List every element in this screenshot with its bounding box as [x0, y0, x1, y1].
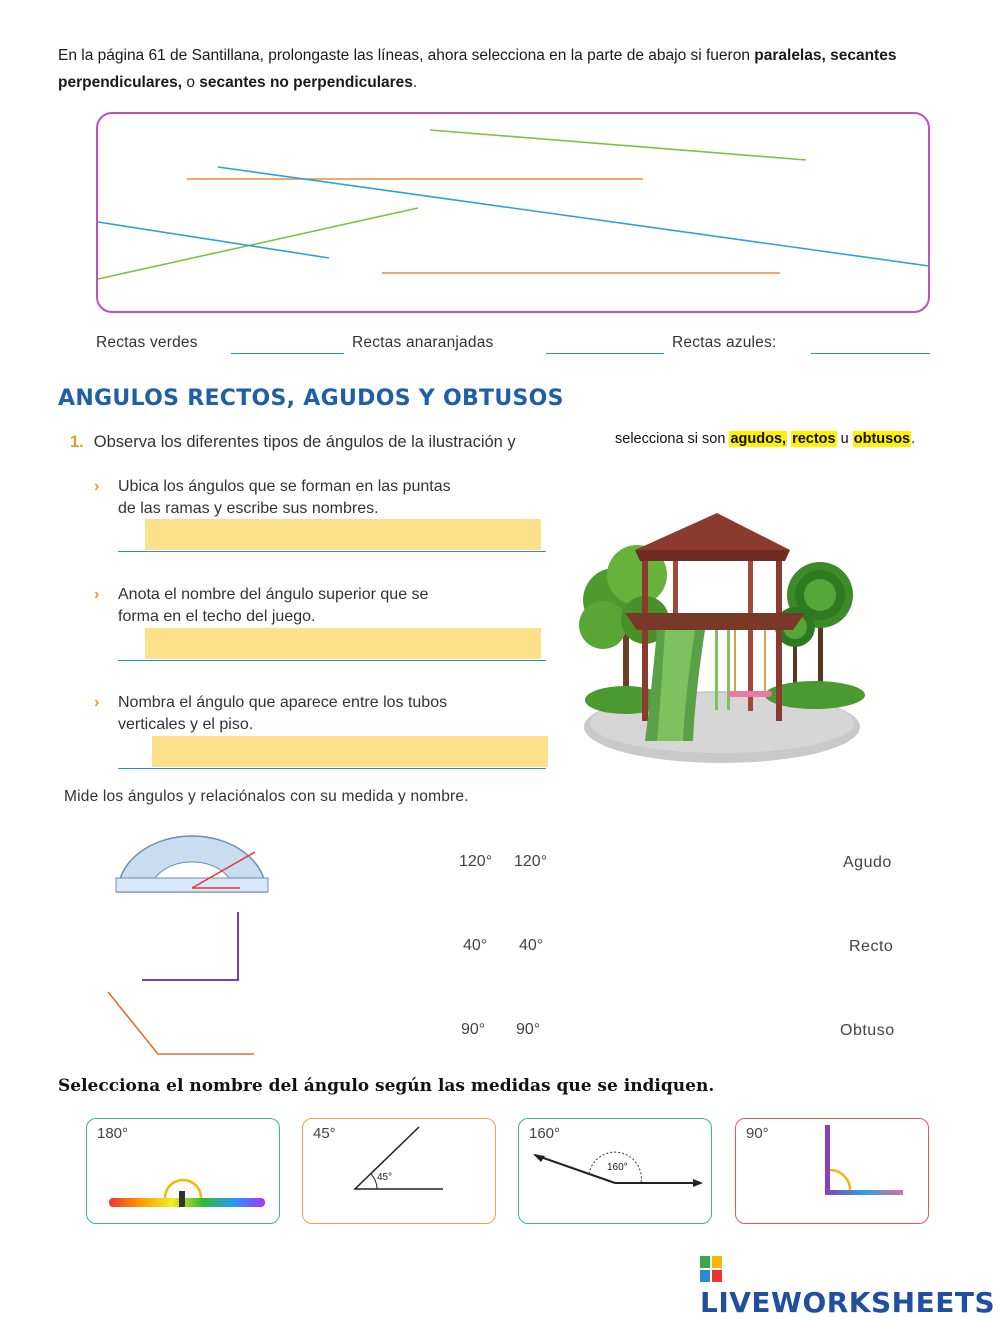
card-180[interactable] [86, 1118, 280, 1224]
angle-right-purple [138, 908, 248, 986]
highlight-rectos: rectos [792, 431, 836, 447]
answer-field-3[interactable] [152, 736, 548, 767]
card-180-label: 180° [97, 1125, 129, 1142]
bullet-2 [94, 584, 558, 628]
highlight-obtusos: obtusos [853, 431, 911, 447]
label-rectas-azules: Rectas azules: [672, 334, 777, 351]
angle-name-2[interactable]: Recto [849, 938, 894, 955]
card-45-label: 45° [313, 1125, 336, 1142]
card-90[interactable] [735, 1118, 929, 1224]
protractor-icon [110, 830, 275, 900]
acute-angle-icon [351, 1125, 461, 1205]
degree-right-3[interactable]: 90° [516, 1021, 541, 1038]
brand-name: LIVEWORKSHEETS [700, 1286, 996, 1319]
right-angle-icon [816, 1123, 911, 1203]
answer-verdes[interactable] [231, 336, 344, 354]
answer-underline-3 [118, 767, 546, 769]
lines-drawing [0, 0, 1000, 320]
options-connector: u [836, 431, 853, 447]
blue-line-1 [218, 167, 929, 266]
degree-left-2: 40° [463, 937, 488, 954]
question-number: 1. [70, 433, 84, 451]
section-heading: ANGULOS RECTOS, AGUDOS Y OBTUSOS [58, 386, 564, 411]
blank-azules [672, 334, 776, 352]
green-line-1 [430, 130, 806, 160]
measure-title: Mide los ángulos y relaciónalos con su medida y nombre. [64, 788, 469, 805]
bullet-2-line-2: forma en el techo del juego. [118, 608, 316, 625]
options-end: . [911, 431, 916, 447]
blank-anaranjadas [352, 334, 493, 352]
card-45[interactable] [302, 1118, 496, 1224]
green-line-2 [98, 208, 418, 279]
select-title: Selecciona el nombre del ángulo según las medidas que se indiquen. [58, 1076, 715, 1096]
question-1 [70, 433, 516, 452]
answer-underline-2 [118, 659, 546, 661]
angle-name-3[interactable]: Obtuso [840, 1022, 895, 1039]
card-160-label: 160° [529, 1125, 561, 1142]
brand-logo [700, 1253, 1000, 1319]
bullet-3-line-1: Nombra el ángulo que aparece entre los tubos [118, 694, 448, 711]
bullet-3 [94, 692, 558, 736]
playground-illustration [565, 505, 870, 770]
bullet-1 [94, 476, 558, 520]
degree-left-3: 90° [461, 1021, 486, 1038]
bullet-2-line-1: Anota el nombre del ángulo superior que se [118, 586, 429, 603]
bullet-1-line-1: Ubica los ángulos que se forman en las puntas [118, 478, 451, 495]
answer-azules[interactable] [811, 336, 930, 354]
answer-underline-1 [118, 550, 546, 552]
card-90-label: 90° [746, 1125, 769, 1142]
options-prefix: selecciona si son [615, 431, 730, 447]
chevron-right-icon: › [94, 586, 100, 603]
degree-right-2[interactable]: 40° [519, 937, 544, 954]
blank-verdes [96, 334, 198, 352]
question-text: Observa los diferentes tipos de ángulos de la ilustración y [93, 433, 516, 451]
degree-left-1: 120° [459, 853, 493, 870]
answer-field-2[interactable] [145, 628, 541, 659]
card-160[interactable] [518, 1118, 712, 1224]
chevron-right-icon: › [94, 478, 100, 495]
intro-connector: o [182, 74, 200, 91]
bullet-3-line-2: verticales y el piso. [118, 716, 254, 733]
intro-text: En la página 61 de Santillana, prolongaste las líneas, ahora selecciona en la parte de abajo si fueron [58, 47, 755, 64]
question-1-options [615, 431, 915, 447]
angle-obtuse-orange [100, 988, 260, 1060]
intro-bold-2: secantes no perpendiculares [199, 74, 413, 91]
card-160-inner-label: 160° [607, 1162, 628, 1173]
rainbow-angle-icon [105, 1165, 267, 1215]
label-rectas-verdes: Rectas verdes [96, 334, 198, 351]
card-45-inner-label: 45° [377, 1172, 393, 1183]
liveworksheets-logo-icon [700, 1256, 722, 1282]
intro-bold-1: paralelas, secantes perpendiculares, [58, 47, 897, 91]
answer-anaranjadas[interactable] [546, 336, 664, 354]
chevron-right-icon: › [94, 694, 100, 711]
angle-name-1[interactable]: Agudo [843, 854, 892, 871]
degree-right-1[interactable]: 120° [514, 853, 548, 870]
bullet-1-line-2: de las ramas y escribe sus nombres. [118, 500, 379, 517]
label-rectas-anaranjadas: Rectas anaranjadas [352, 334, 494, 351]
answer-field-1[interactable] [145, 519, 541, 550]
intro-end: . [412, 74, 418, 91]
highlight-agudos: agudos, [730, 431, 787, 447]
